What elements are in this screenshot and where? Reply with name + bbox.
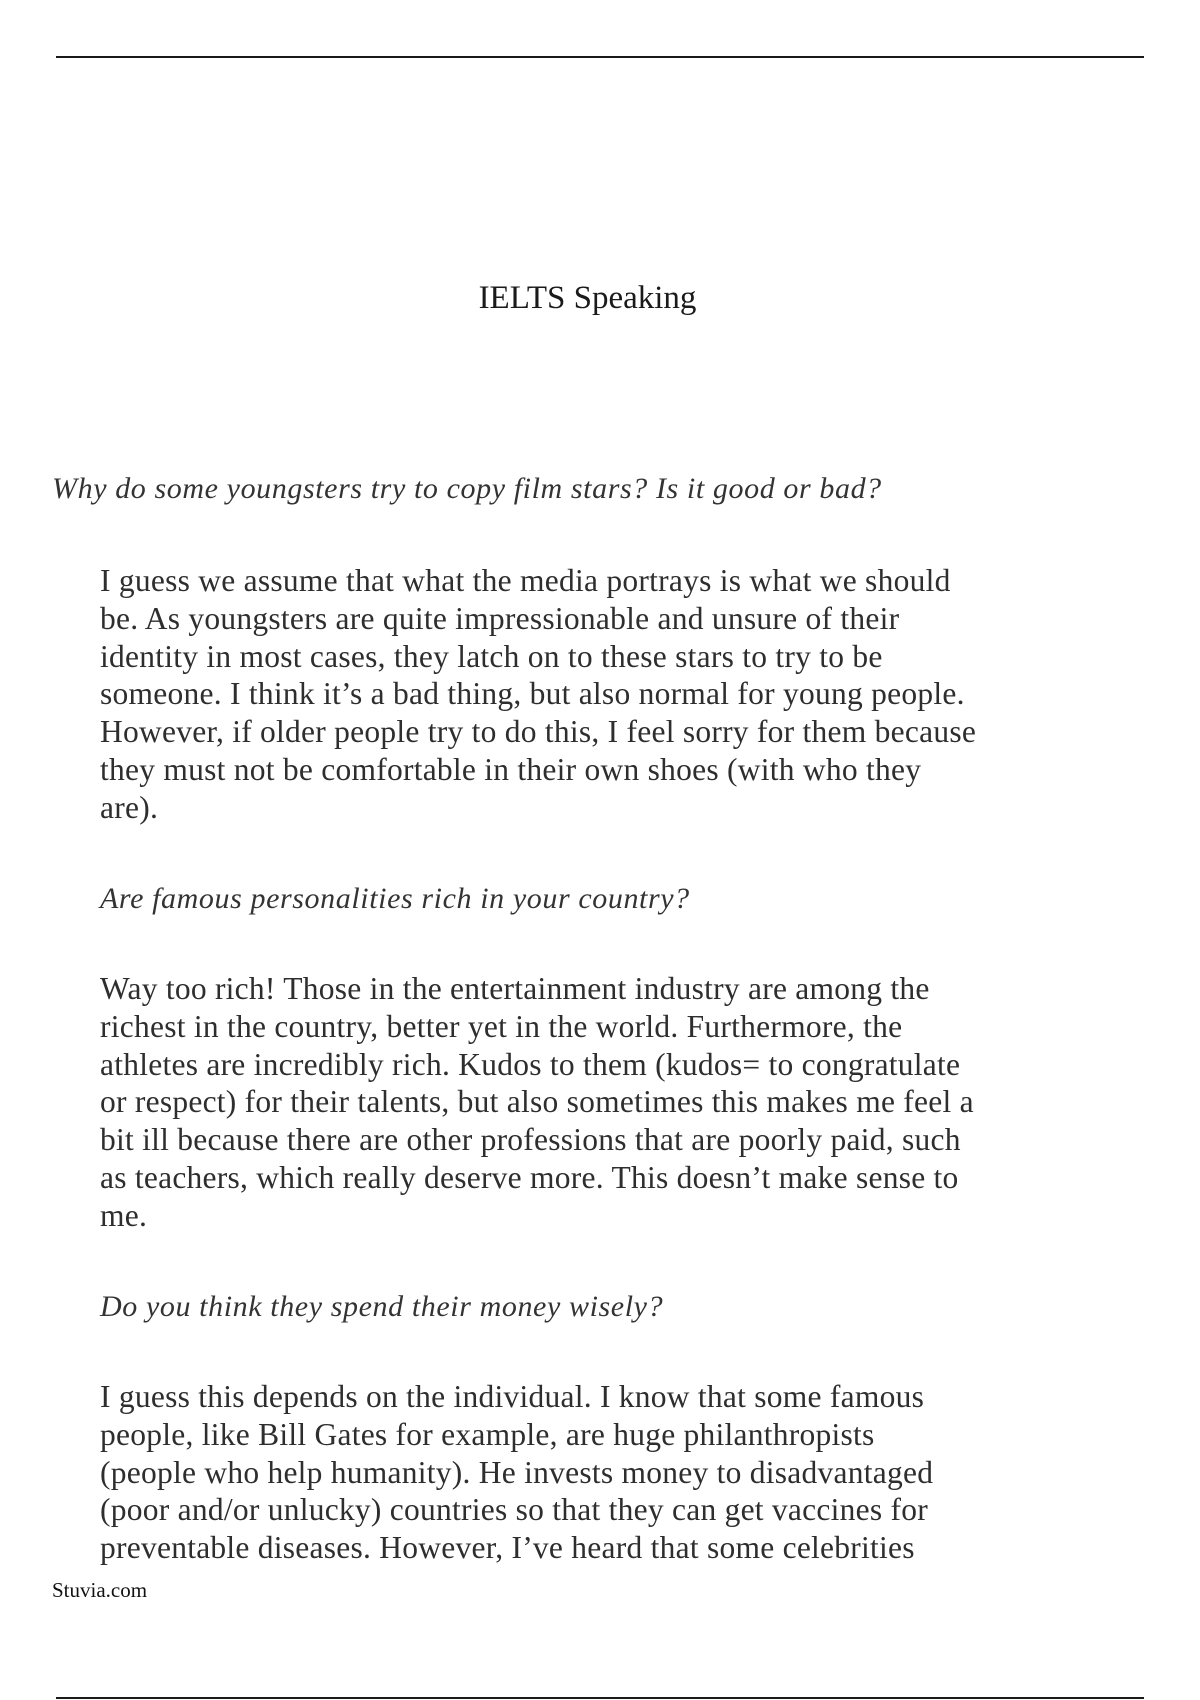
answer-2-line: bit ill because there are other professions that are poorly paid, such xyxy=(100,1122,961,1158)
answer-1-line: I guess we assume that what the media portrays is what we should xyxy=(100,563,951,598)
page-title: IELTS Speaking xyxy=(478,280,697,316)
answer-2-line: athletes are incredibly rich. Kudos to them (kudos= to congratulate xyxy=(100,1046,961,1082)
answer-1-line: However, if older people try to do this, I feel sorry for them because xyxy=(100,714,977,750)
answer-1-line: identity in most cases, they latch on to these stars to try to be xyxy=(100,638,883,674)
answer-1 xyxy=(100,562,976,827)
answer-1-line: be. As youngsters are quite impressionable and unsure of their xyxy=(100,600,900,636)
answer-1-line: they must not be comfortable in their own shoes (with who they xyxy=(100,751,922,787)
answer-3-line: (poor and/or unlucky) countries so that they can get vaccines for xyxy=(100,1492,928,1528)
answer-2-line: me. xyxy=(100,1197,148,1233)
answer-1-line: are). xyxy=(100,789,159,825)
answer-2-line: richest in the country, better yet in the world. Furthermore, the xyxy=(100,1008,903,1044)
question-1: Why do some youngsters try to copy film stars? Is it good or bad? xyxy=(52,472,882,505)
bottom-rule xyxy=(56,1697,1144,1699)
answer-2-line: or respect) for their talents, but also sometimes this makes me feel a xyxy=(100,1084,974,1120)
answer-1-line: someone. I think it’s a bad thing, but also normal for young people. xyxy=(100,676,965,712)
question-2: Are famous personalities rich in your country? xyxy=(100,882,690,915)
answer-2 xyxy=(100,970,974,1235)
answer-3 xyxy=(100,1378,933,1567)
question-3: Do you think they spend their money wisely? xyxy=(100,1290,664,1323)
answer-2-line: as teachers, which really deserve more. This doesn’t make sense to xyxy=(100,1159,959,1195)
answer-2-line: Way too rich! Those in the entertainment industry are among the xyxy=(100,971,930,1006)
footer-source: Stuvia.com xyxy=(52,1578,148,1602)
top-rule xyxy=(56,56,1144,58)
answer-3-line: people, like Bill Gates for example, are huge philanthropists xyxy=(100,1416,875,1452)
answer-3-line: I guess this depends on the individual. I know that some famous xyxy=(100,1379,925,1414)
answer-3-line: (people who help humanity). He invests money to disadvantaged xyxy=(100,1454,934,1490)
answer-3-line: preventable diseases. However, I’ve heard that some celebrities xyxy=(100,1530,915,1566)
